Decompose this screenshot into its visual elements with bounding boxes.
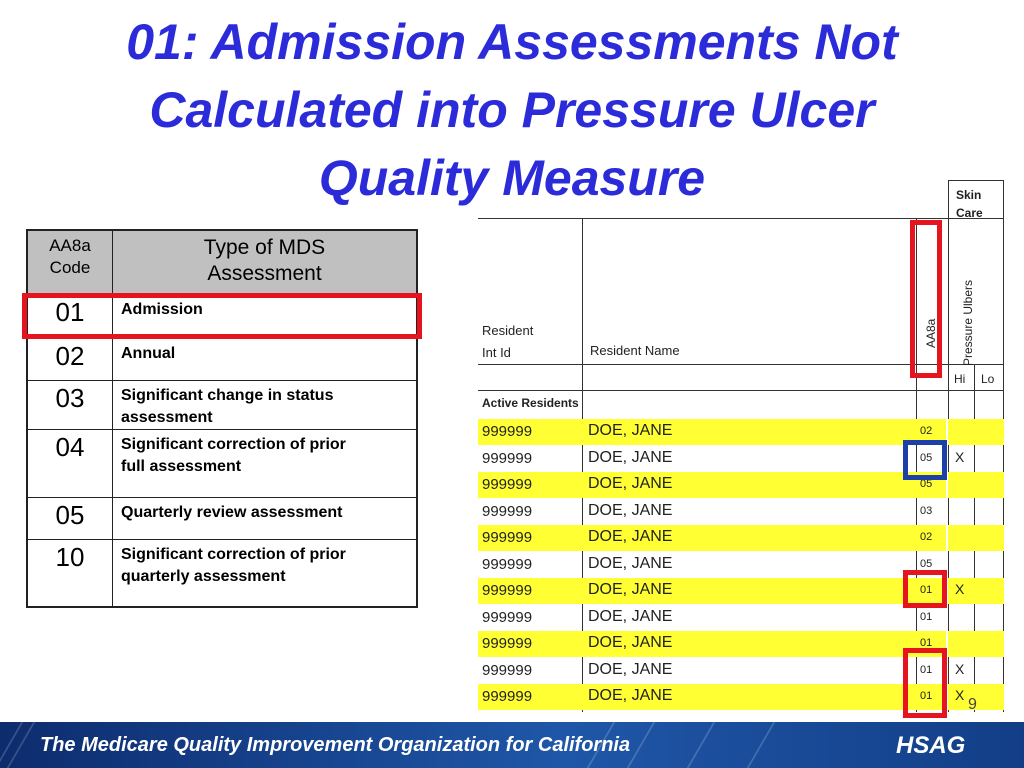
title-line-3: Quality Measure (318, 150, 706, 206)
row-code: 05 (27, 497, 113, 539)
header-type-line-1: Type of MDS (203, 236, 326, 259)
aa8a-code: 05 (920, 558, 933, 570)
resident-name: DOE, JANE (588, 661, 673, 678)
assessment-code-table (26, 229, 418, 608)
aa8a-code: 01 (920, 690, 933, 702)
pressure-mark: X (955, 581, 965, 597)
report-row (478, 525, 1004, 551)
resident-name: DOE, JANE (588, 528, 673, 545)
table-row (27, 338, 417, 380)
hi-header: Hi (954, 372, 966, 386)
aa8a-code: 02 (920, 425, 933, 437)
page-number: 9 (968, 696, 977, 713)
pressure-mark: X (955, 661, 965, 677)
footer-organization-text: The Medicare Quality Improvement Organization for California (40, 734, 631, 756)
resident-id: 999999 (482, 503, 533, 520)
row-type-line-2: quarterly assessment (121, 567, 286, 585)
aa8a-code: 03 (920, 505, 933, 517)
row-code: 10 (27, 539, 113, 607)
section-active-residents: Active Residents (482, 396, 579, 410)
resident-id-header (482, 320, 533, 364)
row-code: 01 (27, 294, 113, 338)
aa8a-code: 05 (920, 478, 933, 490)
resident-name: DOE, JANE (588, 449, 673, 466)
row-type (113, 539, 418, 607)
table-row (27, 497, 417, 539)
title-line-2: Calculated into Pressure Ulcer (149, 82, 875, 138)
resident-name: DOE, JANE (588, 422, 673, 439)
resident-name: DOE, JANE (588, 581, 673, 598)
aa8a-code: 01 (920, 637, 933, 649)
row-code: 02 (27, 338, 113, 380)
pressure-mark: X (955, 687, 965, 703)
table-row (27, 539, 417, 607)
header-code-line-1: AA8a (49, 236, 91, 255)
row-type-line-1: Significant correction of prior (121, 545, 346, 563)
report-row (478, 499, 1004, 525)
resident-name: DOE, JANE (588, 555, 673, 572)
aa8a-code: 01 (920, 664, 933, 676)
header-code (27, 230, 113, 294)
aa8a-code: 05 (920, 452, 933, 464)
aa8a-column-header: AA8a (924, 318, 938, 348)
table-row (27, 380, 417, 429)
row-type-line-1: Admission (121, 300, 203, 318)
row-type (113, 338, 418, 380)
table-row (27, 429, 417, 497)
resident-name: DOE, JANE (588, 634, 673, 651)
resident-id: 999999 (482, 556, 533, 573)
resident-name-header: Resident Name (590, 343, 680, 358)
aa8a-code: 01 (920, 584, 933, 596)
admission-code-highlight-1 (903, 570, 947, 608)
skin-care-line-2: Care (956, 206, 983, 220)
hsag-logo: HSAG (896, 732, 966, 759)
resident-id: 999999 (482, 450, 533, 467)
row-type-line-2: full assessment (121, 457, 242, 475)
admission-row-highlight (22, 293, 422, 339)
resident-id: 999999 (482, 529, 533, 546)
resident-name: DOE, JANE (588, 475, 673, 492)
row-code: 03 (27, 380, 113, 429)
resident-name: DOE, JANE (588, 687, 673, 704)
resident-id: 999999 (482, 635, 533, 652)
aa8a-code: 02 (920, 531, 933, 543)
row-type (113, 380, 418, 429)
aa8a-code: 01 (920, 611, 933, 623)
resident-id: 999999 (482, 662, 533, 679)
row-type-line-1: Annual (121, 344, 176, 362)
resident-id-line-2: Int Id (482, 345, 511, 360)
header-code-line-2: Code (49, 258, 91, 277)
row-type (113, 429, 418, 497)
resident-id: 999999 (482, 582, 533, 599)
title-line-1: 01: Admission Assessments Not (126, 14, 898, 70)
admission-code-highlight-2 (903, 648, 947, 718)
skin-care-line-1: Skin (956, 188, 982, 202)
resident-id: 999999 (482, 609, 533, 626)
skin-care-label (956, 186, 983, 222)
report-row (478, 605, 1004, 631)
footer-banner (0, 722, 1024, 768)
row-type-line-2: assessment (121, 408, 213, 426)
row-code: 04 (27, 429, 113, 497)
pressure-ulcers-header: Pressure Ulbers (961, 279, 975, 366)
resident-id: 999999 (482, 423, 533, 440)
pressure-mark: X (955, 449, 965, 465)
row-type (113, 497, 418, 539)
row-type-line-1: Significant correction of prior (121, 435, 346, 453)
header-type (113, 230, 418, 294)
lo-header: Lo (981, 372, 995, 386)
table-header-row (27, 230, 417, 294)
resident-name: DOE, JANE (588, 608, 673, 625)
aa8a-header-highlight (910, 220, 942, 378)
resident-name: DOE, JANE (588, 502, 673, 519)
header-type-line-2: Assessment (207, 262, 322, 285)
row-type-line-1: Quarterly review assessment (121, 503, 343, 521)
resident-id-line-1: Resident (482, 323, 534, 338)
quarterly-code-highlight (903, 440, 947, 480)
resident-id: 999999 (482, 476, 533, 493)
row-type-line-1: Significant change in status (121, 386, 334, 404)
resident-id: 999999 (482, 688, 533, 705)
